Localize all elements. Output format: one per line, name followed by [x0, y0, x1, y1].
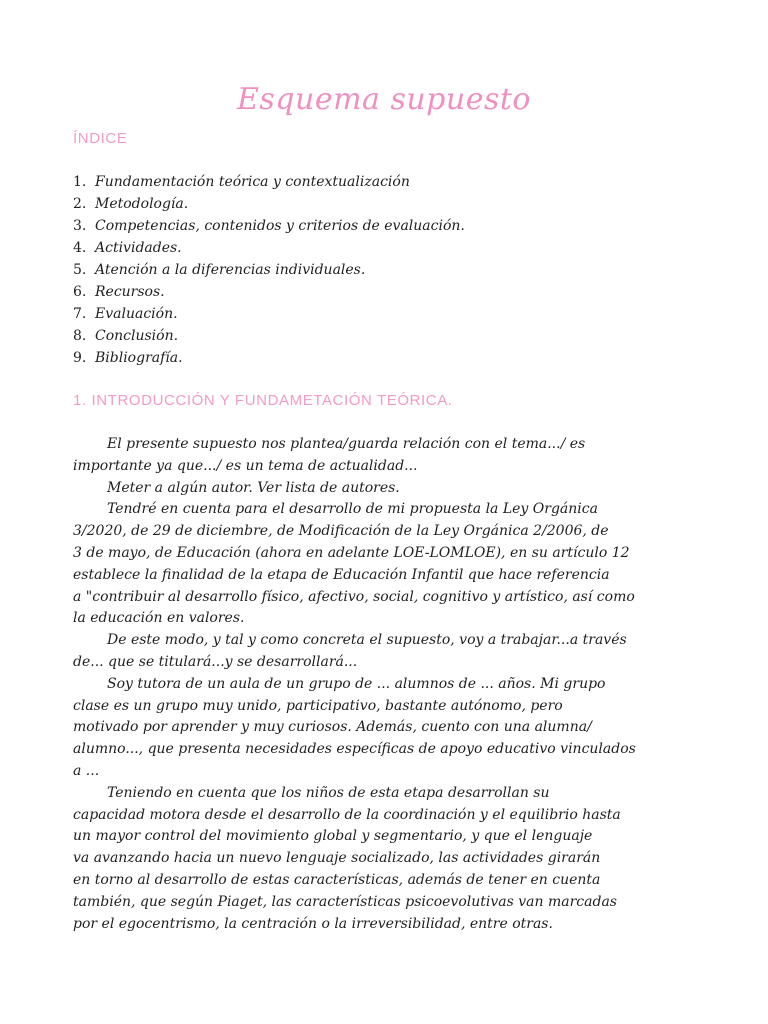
body-line: la educación en valores.	[73, 610, 245, 627]
index-heading: ÍNDICE	[73, 130, 128, 147]
toc-item-text: Conclusión.	[95, 328, 179, 344]
toc-item-number: 7.	[73, 306, 87, 322]
toc-item-text: Recursos.	[95, 284, 165, 300]
toc-item-text: Metodología.	[95, 196, 189, 212]
toc-item	[73, 347, 465, 369]
toc-item	[73, 171, 465, 193]
toc-item-text: Fundamentación teórica y contextualización	[95, 174, 410, 190]
toc-item	[73, 193, 465, 215]
body-line: Teniendo en cuenta que los niños de esta etapa desarrollan su	[107, 784, 550, 801]
toc-item-number: 6.	[73, 284, 87, 300]
body-line: Soy tutora de un aula de un grupo de ... alumnos de ... años. Mi grupo	[107, 675, 606, 692]
body-line: motivado por aprender y muy curiosos. Además, cuento con una alumna/	[73, 719, 592, 736]
body-text	[73, 434, 697, 935]
body-line: alumno..., que presenta necesidades específicas de apoyo educativo vinculados	[73, 741, 636, 758]
body-line: a ...	[73, 762, 100, 779]
body-line: 3/2020, de 29 de diciembre, de Modificación de la Ley Orgánica 2/2006, de	[73, 523, 609, 540]
body-line: también, que según Piaget, las características psicoevolutivas van marcadas	[73, 893, 617, 910]
body-line: El presente supuesto nos plantea/guarda relación con el tema.../ es	[107, 436, 586, 452]
body-line: Tendré en cuenta para el desarrollo de mi propuesta la Ley Orgánica	[107, 501, 598, 518]
toc-item	[73, 325, 465, 347]
toc-item-number: 8.	[73, 328, 87, 344]
toc-item	[73, 237, 465, 259]
body-line: por el egocentrismo, la centración o la irreversibilidad, entre otras.	[73, 915, 553, 932]
body-line: capacidad motora desde el desarrollo de la coordinación y el equilibrio hasta	[73, 806, 621, 823]
section-heading: 1. INTRODUCCIÓN Y FUNDAMETACIÓN TEÓRICA.	[73, 392, 453, 409]
toc-item-text: Actividades.	[95, 240, 182, 256]
table-of-contents	[73, 171, 465, 369]
body-line: importante ya que.../ es un tema de actualidad...	[73, 457, 418, 474]
toc-item	[73, 259, 465, 281]
body-line: 3 de mayo, de Educación (ahora en adelante LOE-LOMLOE), en su artículo 12	[73, 544, 630, 561]
body-line: en torno al desarrollo de estas características, además de tener en cuenta	[73, 871, 601, 888]
toc-item-text: Competencias, contenidos y criterios de evaluación.	[95, 218, 465, 234]
toc-item-text: Atención a la diferencias individuales.	[95, 262, 366, 278]
toc-item-number: 4.	[73, 240, 87, 256]
body-line: Meter a algún autor. Ver lista de autores.	[107, 479, 400, 496]
body-line: va avanzando hacia un nuevo lenguaje socializado, las actividades girarán	[73, 850, 601, 867]
toc-item	[73, 281, 465, 303]
toc-item	[73, 303, 465, 325]
toc-item-number: 2.	[73, 196, 87, 212]
toc-item-number: 1.	[73, 174, 87, 190]
body-line: a "contribuir al desarrollo físico, afectivo, social, cognitivo y artístico, así como	[73, 588, 635, 605]
page-title: Esquema supuesto	[237, 82, 531, 118]
toc-item-number: 5.	[73, 262, 87, 278]
toc-item-text: Bibliografía.	[95, 350, 183, 366]
body-line: De este modo, y tal y como concreta el supuesto, voy a trabajar...a través	[107, 632, 627, 649]
toc-item-number: 9.	[73, 350, 87, 366]
toc-item-text: Evaluación.	[95, 306, 178, 322]
body-line: establece la finalidad de la etapa de Educación Infantil que hace referencia	[73, 566, 610, 583]
toc-item-number: 3.	[73, 218, 87, 234]
body-line: clase es un grupo muy unido, participativo, bastante autónomo, pero	[73, 697, 563, 714]
toc-item	[73, 215, 465, 237]
body-line: de... que se titulará...y se desarrollará...	[73, 653, 358, 670]
body-line: un mayor control del movimiento global y segmentario, y que el lenguaje	[73, 828, 593, 845]
